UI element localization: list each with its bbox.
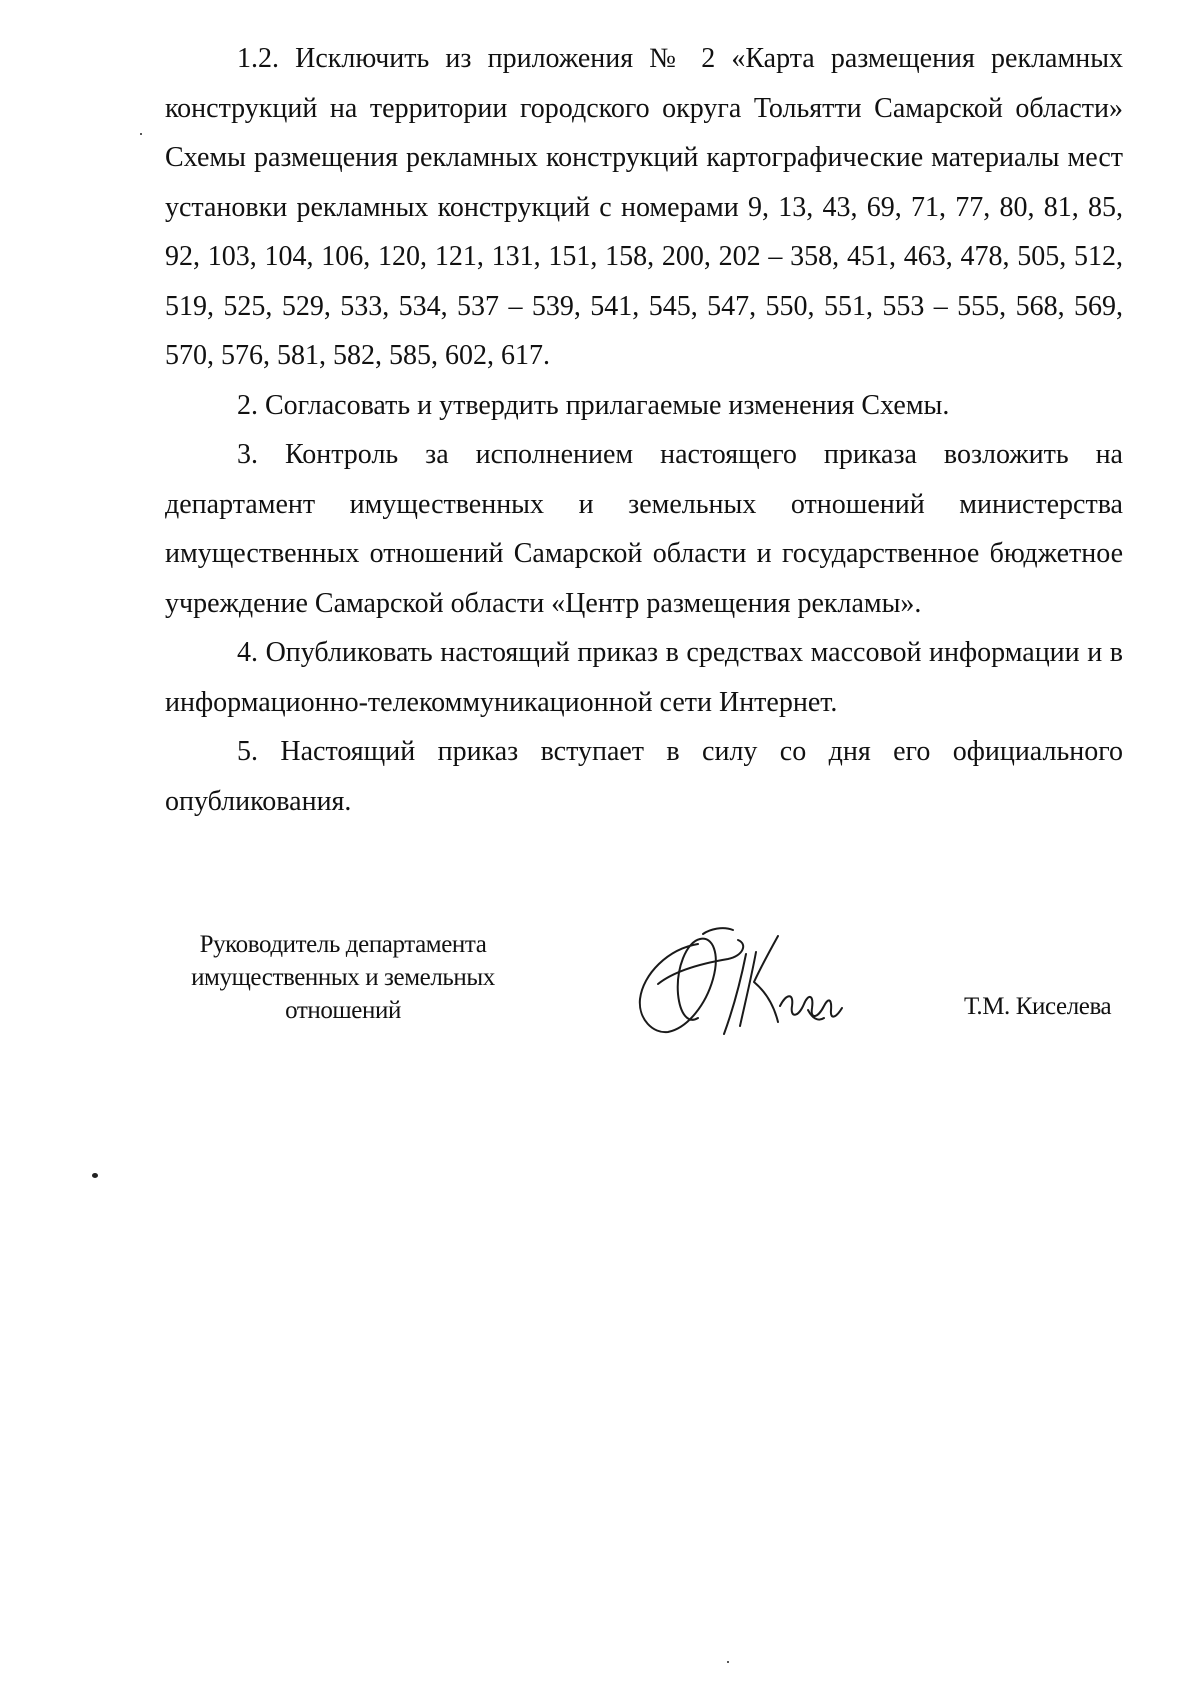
paragraph-3: 3. Контроль за исполнением настоящего приказа возложить на департамент имущественных и земельных отношений министерства имущественных отношений Самарской области и государственное бюджетное учреждение Самарской области «Центр размещения рекламы». bbox=[165, 439, 1123, 619]
paragraph-2: 2. Согласовать и утвердить прилагаемые изменения Схемы. bbox=[237, 389, 950, 421]
document-body bbox=[165, 34, 1123, 826]
signatory-name: Т.М. Киселева bbox=[964, 993, 1112, 1020]
scan-speck bbox=[92, 1173, 98, 1178]
paragraph-1-2: 1.2. Исключить из приложения № 2 «Карта размещения рекламных конструкций на территории городского округа Тольятти Самарской области» Схемы размещения рекламных конструкций картографические материалы мест установки рекламных конструкций с номерами 9, 13, 43, 69, 71, 77, 80, 81, 85, 92, 103, 104, 106, 120, 121, 131, 151, 158, 200, 202 – 358, 451, 463, 478, 505, 512, 519, 525, 529, 533, 534, 537 – 539, 541, 545, 547, 550, 551, 553 – 555, 568, 569, 570, 576, 581, 582, 585, 602, 617. bbox=[165, 43, 1123, 371]
paragraph-4: 4. Опубликовать настоящий приказ в средствах массовой информации и в информационно-телекоммуникационной сети Интернет. bbox=[165, 637, 1123, 718]
scan-speck bbox=[727, 1661, 729, 1663]
paragraph-5: 5. Настоящий приказ вступает в силу со дня его официального опубликования. bbox=[165, 736, 1123, 817]
signature-block bbox=[0, 928, 1200, 1068]
scan-speck bbox=[140, 133, 142, 135]
signatory-title-line-1: Руководитель департамента bbox=[199, 931, 487, 958]
signatory-title-line-2: имущественных и земельных bbox=[191, 964, 495, 991]
signatory-title-line-3: отношений bbox=[285, 997, 401, 1024]
handwritten-signature bbox=[628, 914, 868, 1044]
signatory-title bbox=[160, 928, 526, 1027]
